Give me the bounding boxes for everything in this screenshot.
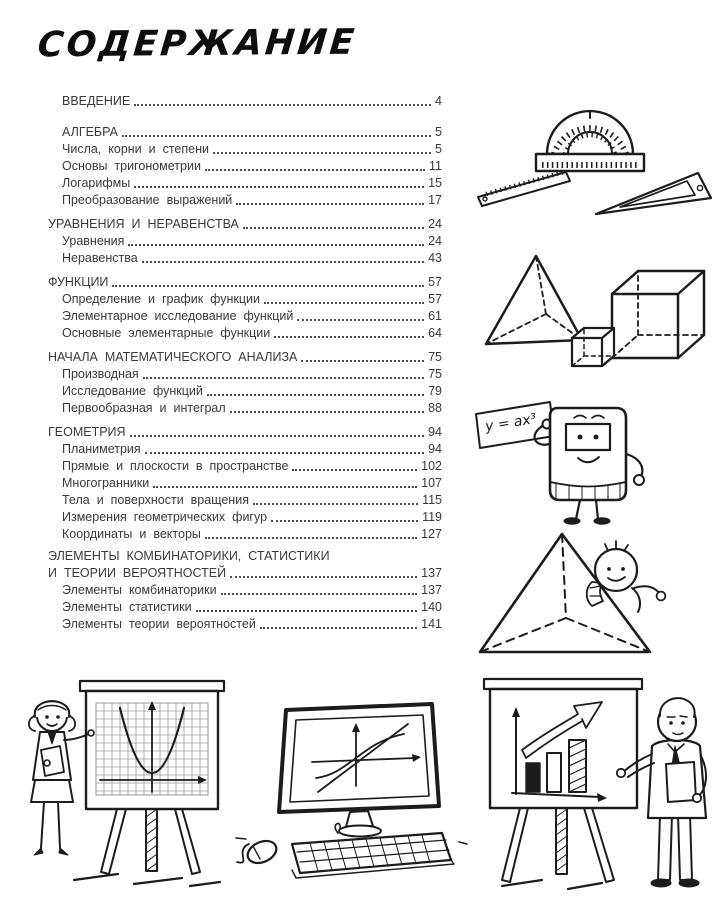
dotted-leader <box>230 576 417 578</box>
teacher-woman-icon <box>29 701 94 855</box>
toc-entry <box>48 273 442 290</box>
toc-entry-page: 64 <box>428 326 442 340</box>
teacher-easel-icon <box>14 670 239 895</box>
toc-entry-page: 115 <box>422 493 442 507</box>
dotted-leader <box>301 360 424 362</box>
dotted-leader <box>271 520 418 522</box>
toc-entry-page: 57 <box>428 275 442 289</box>
dotted-leader <box>292 469 417 471</box>
dotted-leader <box>128 244 424 246</box>
toc-entry-page: 141 <box>421 617 442 631</box>
toc-entry-page: 140 <box>421 600 442 614</box>
toc-entry <box>48 615 442 632</box>
toc-entry-page: 57 <box>428 292 442 306</box>
toc-entry <box>48 525 442 542</box>
dotted-leader <box>260 627 417 629</box>
toc-entry <box>48 324 442 341</box>
toc-entry-label: Элементы статистики <box>62 600 192 614</box>
tetrahedron-icon <box>486 256 582 344</box>
dotted-leader <box>112 285 424 287</box>
toc-entry-page: 102 <box>421 459 442 473</box>
toc-entry <box>48 140 442 157</box>
toc-entry-page: 17 <box>428 193 442 207</box>
toc-entry-label: Координаты и векторы <box>62 527 201 541</box>
dotted-leader <box>213 152 431 154</box>
toc-entry-page: 137 <box>421 583 442 597</box>
toc-entry-page: 88 <box>428 401 442 415</box>
dotted-leader <box>196 610 418 612</box>
toc-entry-label: Производная <box>62 367 139 381</box>
toc-entry-label-line1: ЭЛЕМЕНТЫ КОМБИНАТОРИКИ, СТАТИСТИКИ <box>48 549 330 563</box>
illustration-teacher-easel <box>14 670 239 895</box>
toc-entry-label: Тела и поверхности вращения <box>62 493 249 507</box>
toc-entry <box>48 123 442 140</box>
dotted-leader <box>143 377 424 379</box>
toc-entry <box>48 174 442 191</box>
toc-entry <box>48 232 442 249</box>
toc-entry <box>48 549 442 581</box>
toc-entry <box>48 365 442 382</box>
toc-entry-label: Прямые и плоскости в пространстве <box>62 459 289 473</box>
illustration-book-mascot <box>468 378 668 528</box>
flipchart-easel-icon <box>484 679 642 889</box>
toc-entry-page: 24 <box>428 234 442 248</box>
computer-icon <box>234 694 469 894</box>
toc-entry-page: 75 <box>428 367 442 381</box>
toc-entry <box>48 508 442 525</box>
toc-entry-label: Первообразная и интеграл <box>62 401 226 415</box>
toc-entry-page: 43 <box>428 251 442 265</box>
parabola-chart <box>96 701 208 795</box>
toc-entry-page: 107 <box>421 476 442 490</box>
toc-entry <box>48 307 442 324</box>
small-cube-icon <box>572 328 614 366</box>
toc-entry-page: 127 <box>421 527 442 541</box>
illustration-computer <box>234 694 469 894</box>
toc-entry-label: Измерения геометрических фигур <box>62 510 268 524</box>
toc-entry-label: Элементы теории вероятностей <box>62 617 256 631</box>
dotted-leader <box>134 104 431 106</box>
keyboard-icon <box>292 833 454 878</box>
toc-entry-label: Многогранники <box>62 476 150 490</box>
toc-entry-label: ВВЕДЕНИЕ <box>62 94 131 108</box>
toc-entry-label: Элементы комбинаторики <box>62 583 217 597</box>
toc-entry-label: Планиметрия <box>62 442 141 456</box>
illustration-drawing-tools <box>468 84 718 219</box>
toc-entry-label: Элементарное исследование функций <box>62 309 294 323</box>
dotted-leader <box>205 537 417 539</box>
toc-entry-page: 15 <box>428 176 442 190</box>
dotted-leader <box>205 169 425 171</box>
toc-entry-page: 24 <box>428 217 442 231</box>
dotted-leader <box>236 203 424 205</box>
toc-entry-page: 61 <box>428 309 442 323</box>
ruler-icon <box>478 172 570 206</box>
table-of-contents <box>48 92 442 632</box>
toc-entry <box>48 348 442 365</box>
toc-entry-label: Уравнения <box>62 234 125 248</box>
toc-entry <box>48 423 442 440</box>
formula-text: y = ax³ <box>484 411 538 435</box>
toc-entry-page: 79 <box>428 384 442 398</box>
book-character-icon <box>535 408 644 524</box>
toc-entry-label: Неравенства <box>62 251 138 265</box>
dotted-leader <box>134 186 424 188</box>
boy-icon <box>587 541 666 612</box>
toc-entry-page: 119 <box>422 510 442 524</box>
dotted-leader <box>130 435 425 437</box>
dotted-leader <box>122 135 431 137</box>
dotted-leader <box>253 503 418 505</box>
toc-entry <box>48 457 442 474</box>
solids-icon <box>474 244 719 374</box>
dotted-leader <box>153 486 417 488</box>
dotted-leader <box>274 336 424 338</box>
toc-entry-label: ГЕОМЕТРИЯ <box>48 425 126 439</box>
toc-entry-page: 94 <box>428 425 442 439</box>
protractor-icon <box>536 111 644 171</box>
pyramid-boy-icon <box>474 526 669 661</box>
toc-entry <box>48 215 442 232</box>
toc-entry <box>48 249 442 266</box>
dotted-leader <box>221 593 418 595</box>
toc-entry <box>48 399 442 416</box>
toc-entry <box>48 92 442 109</box>
large-cube-icon <box>612 271 704 358</box>
toc-entry-page: 94 <box>428 442 442 456</box>
illustration-solids <box>474 244 719 374</box>
toc-entry-page: 4 <box>435 94 442 108</box>
dotted-leader <box>142 261 424 263</box>
toc-entry-page: 5 <box>435 125 442 139</box>
toc-entry-label: Преобразование выражений <box>62 193 233 207</box>
monitor-icon <box>279 704 439 837</box>
toc-entry <box>48 290 442 307</box>
toc-entry <box>48 581 442 598</box>
toc-entry-label: АЛГЕБРА <box>62 125 118 139</box>
toc-entry <box>48 491 442 508</box>
book-mascot-icon <box>468 378 668 528</box>
dotted-leader <box>243 227 424 229</box>
toc-entry-page: 11 <box>429 159 442 173</box>
toc-entry-label: ФУНКЦИИ <box>48 275 109 289</box>
toc-entry-label: Определение и график функции <box>62 292 261 306</box>
toc-entry-page: 75 <box>428 350 442 364</box>
toc-entry <box>48 598 442 615</box>
toc-entry <box>48 382 442 399</box>
dotted-leader <box>145 452 424 454</box>
toc-entry-label: Логарифмы <box>62 176 131 190</box>
page-title: СОДЕРЖАНИЕ <box>35 22 359 66</box>
toc-entry-label: Числа, корни и степени <box>62 142 209 156</box>
illustration-man-flipchart <box>472 666 717 896</box>
toc-entry-page: 5 <box>435 142 442 156</box>
toc-entry <box>48 157 442 174</box>
toc-entry-page: 137 <box>421 566 442 580</box>
dotted-leader <box>297 319 424 321</box>
toc-entry-label-line2: И ТЕОРИИ ВЕРОЯТНОСТЕЙ <box>48 566 227 580</box>
toc-entry <box>48 474 442 491</box>
dotted-leader <box>264 302 424 304</box>
dotted-leader <box>230 411 424 413</box>
toc-entry-label: Исследование функций <box>62 384 203 398</box>
man-flipchart-icon <box>472 666 717 896</box>
toc-entry-label: Основы тригонометрии <box>62 159 201 173</box>
toc-entry <box>48 440 442 457</box>
toc-entry-label: УРАВНЕНИЯ И НЕРАВЕНСТВА <box>48 217 239 231</box>
set-square-icon <box>596 173 711 214</box>
illustration-pyramid-boy <box>474 526 669 661</box>
toc-entry-label: НАЧАЛА МАТЕМАТИЧЕСКОГО АНАЛИЗА <box>48 350 298 364</box>
dotted-leader <box>207 394 424 396</box>
toc-entry <box>48 191 442 208</box>
drawing-tools-icon <box>468 84 718 219</box>
toc-entry-label: Основные элементарные функции <box>62 326 271 340</box>
